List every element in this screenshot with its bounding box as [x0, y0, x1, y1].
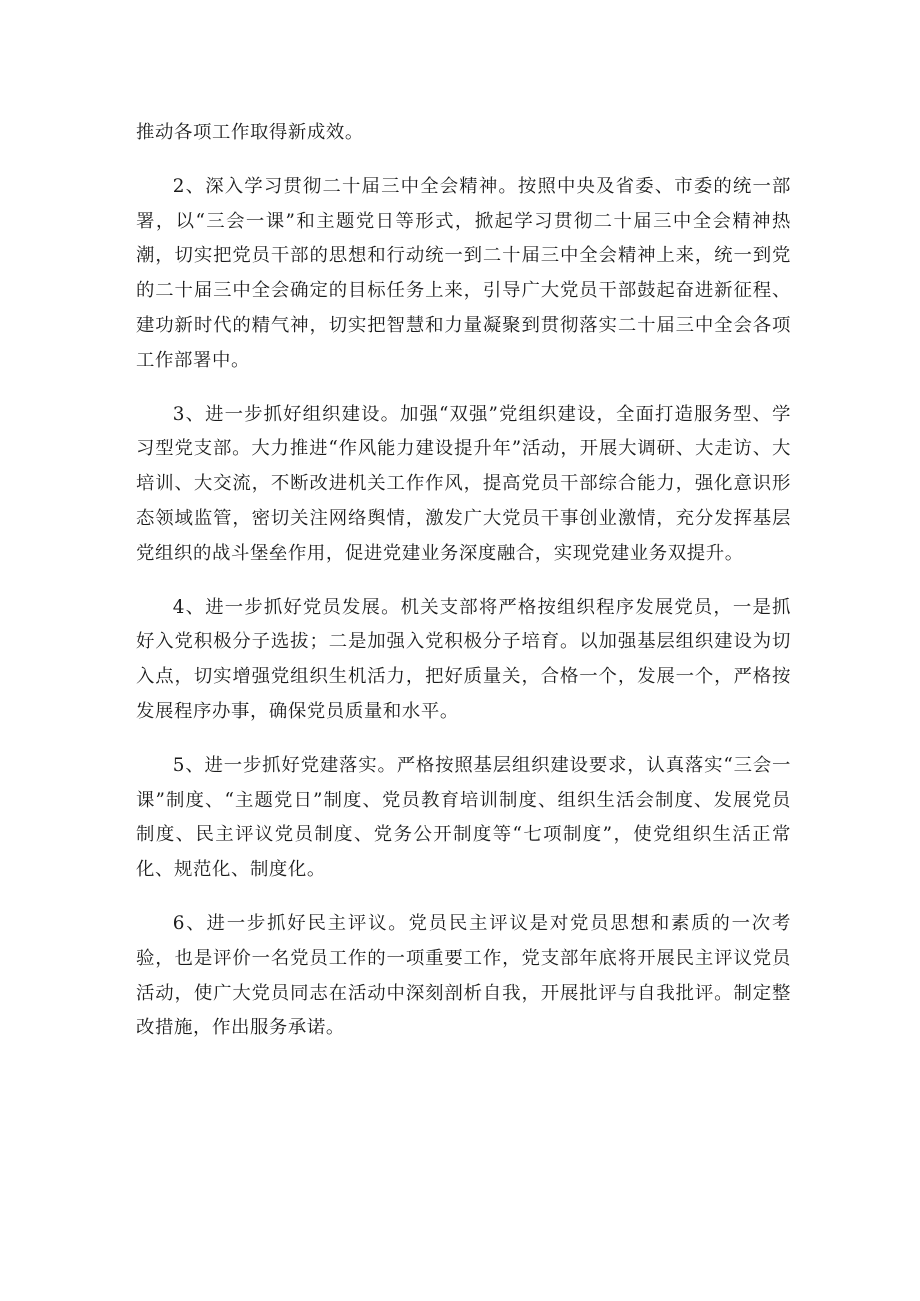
paragraph-item-6: 6、进一步抓好民主评议。党员民主评议是对党员思想和素质的一次考验，也是评价一名党员工作的一项重要工作，党支部年底将开展民主评议党员活动，使广大党员同志在活动中深刻剖析自我，开展批评与自我批评。制定整改措施，作出服务承诺。 — [136, 912, 791, 1039]
paragraph-item-2: 2、深入学习贯彻二十届三中全会精神。按照中央及省委、市委的统一部署，以“三会一课”和主题党日等形式，掀起学习贯彻二十届三中全会精神热潮，切实把党员干部的思想和行动统一到二十届三中全会精神上来，统一到党的二十届三中全会确定的目标任务上来，引导广大党员干部鼓起奋进新征程、建功新时代的精气神，切实把智慧和力量凝聚到贯彻落实二十届三中全会各项工作部署中。 — [136, 175, 791, 371]
document-page — [136, 116, 791, 1065]
paragraph-item-3: 3、进一步抓好组织建设。加强“双强”党组织建设，全面打造服务型、学习型党支部。大力推进“作风能力建设提升年”活动，开展大调研、大走访、大培训、大交流，不断改进机关工作作风，提高党员干部综合能力，强化意识形态领域监管，密切关注网络舆情，激发广大党员干事创业激情，充分发挥基层党组织的战斗堡垒作用，促进党建业务深度融合，实现党建业务双提升。 — [136, 403, 791, 564]
paragraph-continuation: 推动各项工作取得新成效。 — [136, 122, 364, 143]
paragraph-item-4: 4、进一步抓好党员发展。机关支部将严格按组织程序发展党员，一是抓好入党积极分子选拔；二是加强入党积极分子培育。以加强基层组织建设为切入点，切实增强党组织生机活力，把好质量关，合格一个，发展一个，严格按发展程序办事，确保党员质量和水平。 — [136, 596, 791, 722]
paragraph-item-5: 5、进一步抓好党建落实。严格按照基层组织建设要求，认真落实“三会一课”制度、“主题党日”制度、党员教育培训制度、组织生活会制度、发展党员制度、民主评议党员制度、党务公开制度等“七项制度”，使党组织生活正常化、规范化、制度化。 — [136, 754, 791, 881]
